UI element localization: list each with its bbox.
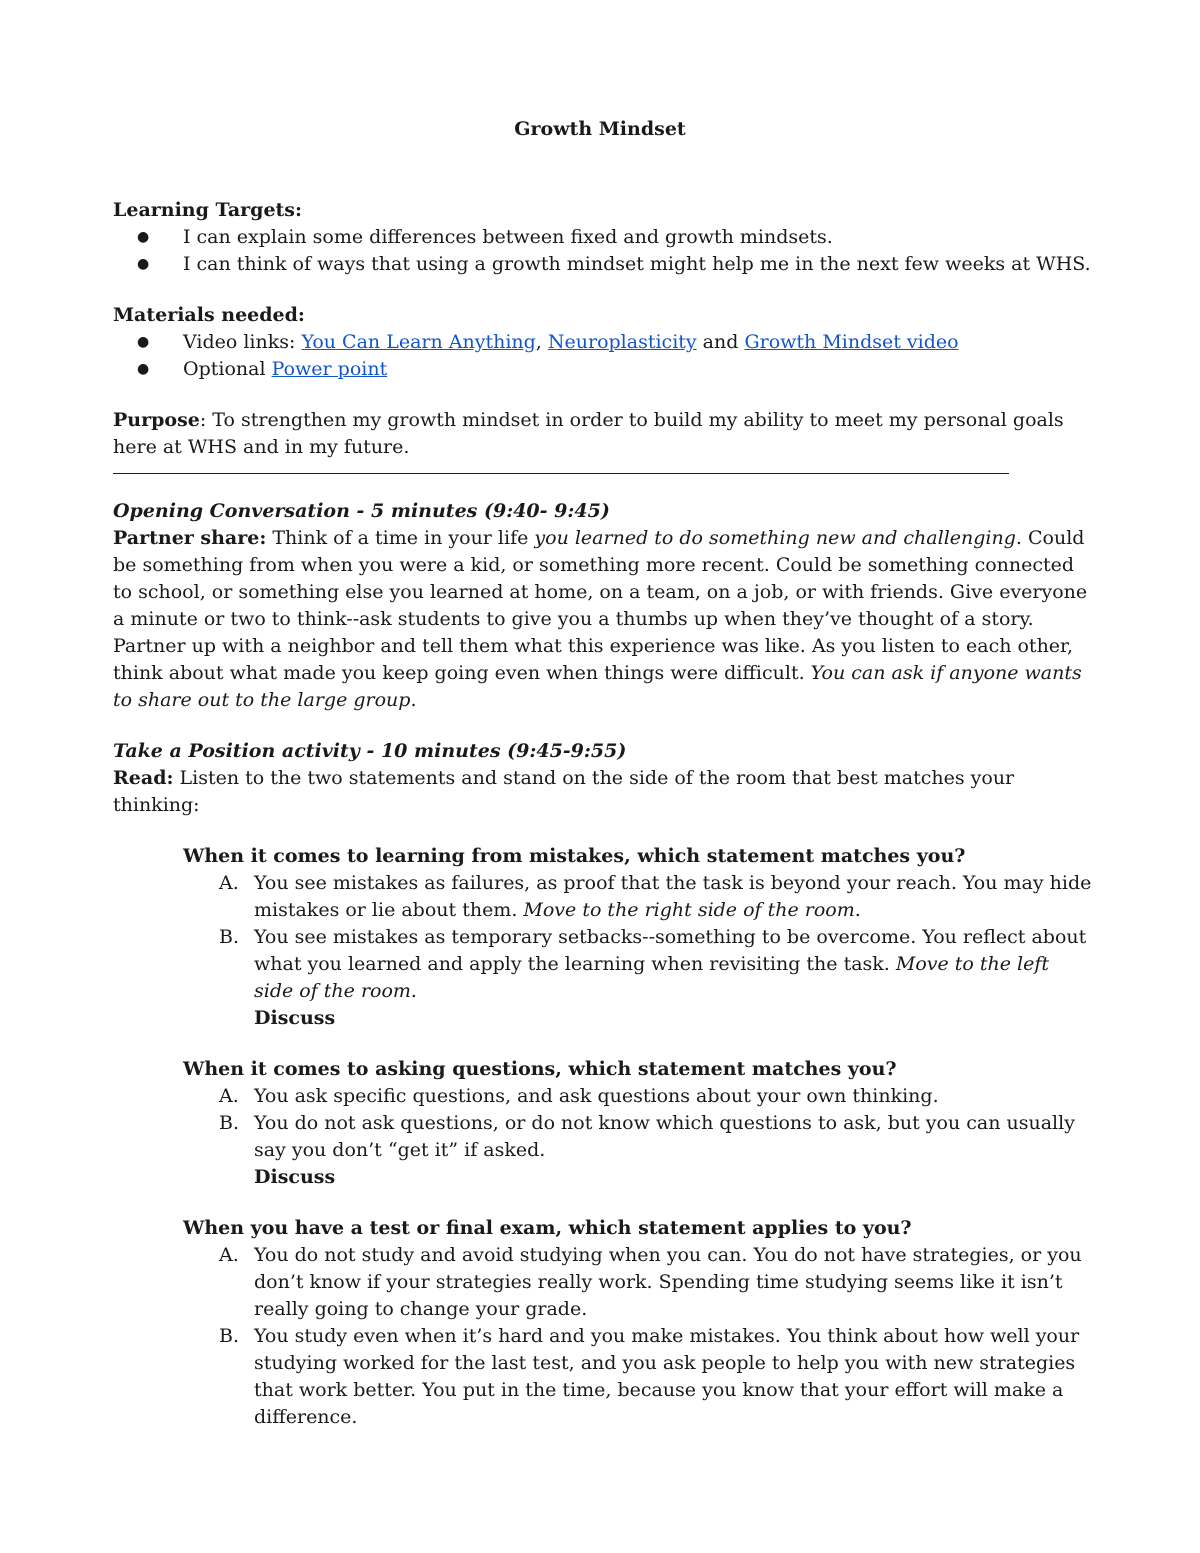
list-item: A. You do not study and avoid studying when you can. You do not have strategies, or you don’t know if your strategies really work. Spending time studying seems like it isn’t really going to change your grade. — [219, 1244, 1082, 1320]
discuss-label: Discuss — [254, 1007, 336, 1029]
list-item: B. You do not ask questions, or do not know which questions to ask, but you can usually say you don’t “get it” if asked. — [219, 1112, 1075, 1161]
discuss-label: Discuss — [254, 1166, 336, 1188]
learning-targets-heading: Learning Targets: — [113, 199, 303, 221]
options-list — [113, 1242, 1093, 1431]
materials-heading: Materials needed: — [113, 304, 305, 326]
link-you-can-learn-anything[interactable]: You Can Learn Anything — [301, 331, 536, 353]
list-item: B. You see mistakes as temporary setbacks--something to be overcome. You reflect about what you learned and apply the learning when revisiting the task. Move to the left side of the room. — [219, 926, 1087, 1002]
purpose-paragraph: Purpose: To strengthen my growth mindset in order to build my ability to meet my personal goals here at WHS and in my future. — [113, 409, 1064, 458]
activity-heading: Take a Position activity - 10 minutes (9:45-9:55) — [113, 740, 627, 762]
list-item: B. You study even when it’s hard and you make mistakes. You think about how well your studying worked for the last test, and you ask people to help you with new strategies that work better. You put in the time, because you know that your effort will make a difference. — [219, 1325, 1080, 1428]
link-growth-mindset-video[interactable]: Growth Mindset video — [744, 331, 959, 353]
list-item: ● I can think of ways that using a growth mindset might help me in the next few weeks at WHS. — [113, 251, 1093, 278]
options-list — [113, 1083, 1093, 1164]
options-list — [113, 870, 1093, 1005]
document-body — [113, 197, 1093, 1431]
question-heading: When you have a test or final exam, which statement applies to you? — [183, 1217, 912, 1239]
list-item: A. You see mistakes as failures, as proof that the task is beyond your reach. You may hide mistakes or lie about them. Move to the right side of the room. — [219, 872, 1092, 921]
list-item: A. You ask specific questions, and ask questions about your own thinking. — [219, 1085, 939, 1107]
link-power-point[interactable]: Power point — [271, 358, 388, 380]
read-paragraph: Read: Listen to the two statements and stand on the side of the room that best matches your thinking: — [113, 767, 1015, 816]
list-item: ● I can explain some differences between fixed and growth mindsets. — [113, 224, 1093, 251]
link-neuroplasticity[interactable]: Neuroplasticity — [547, 331, 697, 353]
materials-list — [113, 329, 1093, 383]
question-heading: When it comes to learning from mistakes, which statement matches you? — [183, 845, 966, 867]
horizontal-rule — [113, 473, 1009, 474]
page-title: Growth Mindset — [514, 118, 686, 140]
list-item: ● Optional Power point — [113, 356, 1093, 383]
learning-targets-list — [113, 224, 1093, 278]
partner-share-paragraph: Partner share: Think of a time in your life you learned to do something new and challenging. Could be something from when you were a kid, or something more recent. Could be something connected to school, or something else you learned at home, on a team, on a job, or with friends. Give everyone a minute or two to think--ask students to give you a thumbs up when they’ve thought of a story. Partner up with a neighbor and tell them what this experience was like. As you listen to each other, think about what made you keep going even when things were difficult. You can ask if anyone wants to share out to the large group. — [113, 527, 1088, 711]
opening-heading: Opening Conversation - 5 minutes (9:40- 9:45) — [113, 500, 610, 522]
question-heading: When it comes to asking questions, which statement matches you? — [183, 1058, 897, 1080]
list-item: ● Video links: You Can Learn Anything, Neuroplasticity and Growth Mindset video — [113, 329, 1093, 356]
